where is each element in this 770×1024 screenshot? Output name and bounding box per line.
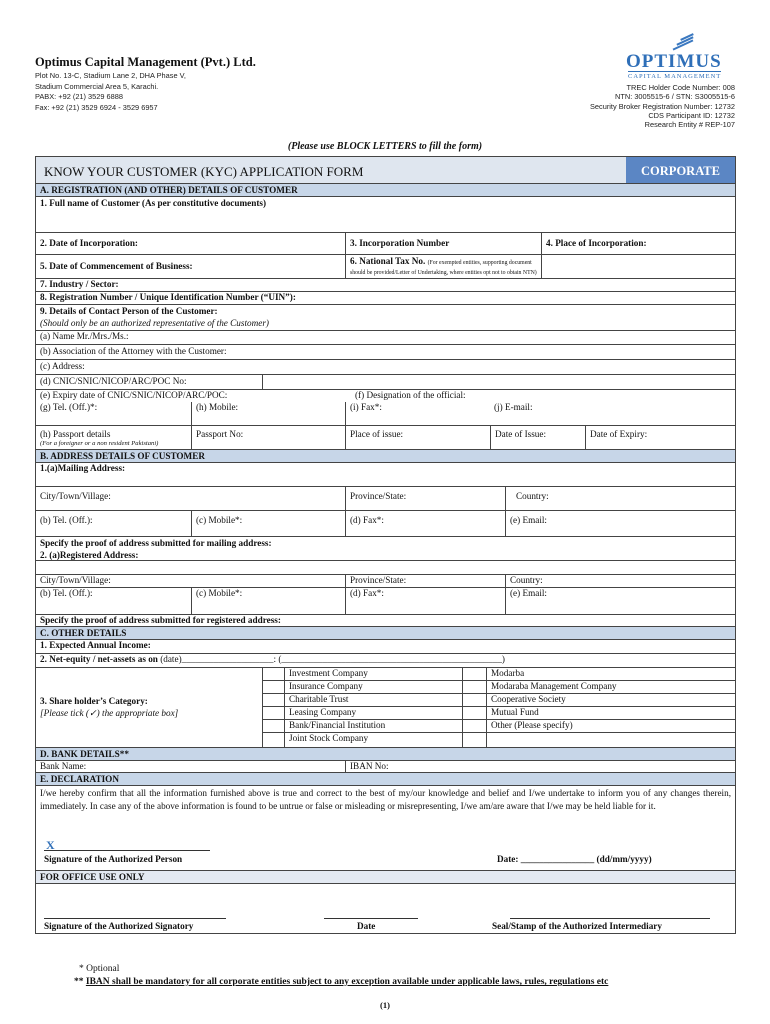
net-equity-label: 2. Net-equity / net-assets as on <box>40 654 158 664</box>
expiry-row <box>35 390 736 402</box>
contact-person-header <box>36 305 735 330</box>
reg-tel[interactable]: (b) Tel. (Off.): <box>40 588 93 598</box>
reg-spacer[interactable] <box>35 561 736 575</box>
reg-line: TREC Holder Code Number: 008 <box>626 83 735 92</box>
category-option: Mutual Fund <box>487 707 735 720</box>
checkbox[interactable] <box>463 707 486 720</box>
signature-line[interactable] <box>44 850 210 851</box>
optimus-logo <box>620 30 740 80</box>
passport-no[interactable]: Passport No: <box>191 426 345 449</box>
seal-line[interactable] <box>510 918 710 919</box>
net-equity-field <box>36 654 735 667</box>
association-label: (b) Association of the Attorney with the Customer: <box>40 346 227 356</box>
place-of-issue[interactable]: Place of issue: <box>345 426 490 449</box>
iban-note-star: ** <box>74 977 84 987</box>
declaration-date[interactable]: Date: ________________ (dd/mm/yyyy) <box>497 854 652 864</box>
block-letters-note: (Please use BLOCK LETTERS to fill the form) <box>287 141 483 152</box>
section-d-header: D. BANK DETAILS** <box>35 748 736 761</box>
contact-person-row <box>35 305 736 331</box>
seal-stamp: Seal/Stamp of the Authorized Intermediary <box>492 921 662 931</box>
form-title-bar <box>35 156 736 184</box>
reg-line: NTN: 3005515-6 / STN: S3005515-6 <box>615 92 735 102</box>
uin-label: 8. Registration Number / Unique Identification Number (“UIN”): <box>40 292 296 302</box>
reg-email[interactable]: (e) Email: <box>505 588 735 614</box>
logo-subtext: CAPITAL MANAGEMENT <box>628 73 722 80</box>
declaration-row <box>35 786 736 871</box>
ntn-blank[interactable] <box>541 255 735 278</box>
shareholder-category-note: [Please tick (✓) the appropriate box] <box>40 708 179 718</box>
reg-line: Research Entity # REP-107 <box>644 120 735 130</box>
category-checkboxes-left <box>262 668 284 747</box>
reg-contact-row <box>35 588 736 615</box>
mail-email[interactable]: (e) Email: <box>505 511 735 536</box>
place-of-incorporation[interactable]: 4. Place of Incorporation: <box>541 233 735 254</box>
category-list-right <box>486 668 735 747</box>
category-option: Modarba <box>487 668 735 681</box>
checkbox[interactable] <box>463 720 486 733</box>
address-label: (c) Address: <box>40 361 85 371</box>
checkbox[interactable] <box>263 681 284 694</box>
office-use-header: FOR OFFICE USE ONLY <box>35 871 736 884</box>
checkbox[interactable] <box>263 720 284 733</box>
section-a-header: A. REGISTRATION (AND OTHER) DETAILS OF CUSTOMER <box>35 184 736 197</box>
reg-mobile[interactable]: (c) Mobile*: <box>191 588 345 614</box>
cnic-label[interactable]: (d) CNIC/SNIC/NICOP/ARC/POC No: <box>40 376 187 386</box>
passport-label: (h) Passport details <box>40 429 111 439</box>
mail-contact-row <box>35 511 736 537</box>
uin-row[interactable] <box>35 292 736 305</box>
association-row[interactable] <box>35 345 736 360</box>
ntn-note: (For exempted entities, supporting document should be provided/Letter of Undertaking, where entities opt not to obtain NTN) <box>350 260 537 277</box>
mailing-address-row[interactable] <box>35 463 736 487</box>
shareholder-category <box>36 668 262 747</box>
net-equity-row[interactable] <box>35 654 736 668</box>
reg-line: Security Broker Registration Number: 12732 <box>589 101 735 111</box>
category-option: Insurance Company <box>285 681 462 694</box>
form-title: KNOW YOUR CUSTOMER (KYC) APPLICATION FORM <box>44 164 364 179</box>
shareholder-category-label: 3. Share holder’s Category: <box>40 696 148 706</box>
mail-tel[interactable]: (b) Tel. (Off.): <box>40 515 93 525</box>
mail-city-row <box>35 487 736 511</box>
contact-person-label: 9. Details of Contact Person of the Customer: <box>40 306 218 316</box>
email[interactable]: (j) E-mail: <box>494 402 533 412</box>
contact-person-note: (Should only be an authorized representative of the Customer) <box>40 318 269 328</box>
checkbox[interactable] <box>463 681 486 694</box>
checkbox[interactable] <box>263 694 284 707</box>
industry-row[interactable] <box>35 279 736 292</box>
mail-country[interactable]: Country: <box>505 487 735 510</box>
tel-off[interactable]: (g) Tel. (Off.)*: <box>40 402 98 412</box>
mail-proof-label: Specify the proof of address submitted for mailing address: <box>40 538 272 548</box>
shareholder-category-row <box>35 668 736 748</box>
category-option: Modaraba Management Company <box>487 681 735 694</box>
cnic-blank[interactable] <box>262 375 735 389</box>
tel-row <box>35 402 736 426</box>
annual-income-row[interactable] <box>35 640 736 654</box>
address-row[interactable] <box>35 360 736 375</box>
category-option: Leasing Company <box>285 707 462 720</box>
category-option: Investment Company <box>285 668 462 681</box>
iban-note-text: IBAN shall be mandatory for all corporate entities subject to any exception available under applicable laws, rules, regulations etc <box>85 977 609 987</box>
passport-details <box>36 426 191 449</box>
passport-note: (For a foreigner or a non resident Pakistani) <box>40 440 159 447</box>
commencement-row <box>35 255 736 279</box>
checkbox[interactable] <box>463 668 486 681</box>
form-type-badge: CORPORATE <box>626 157 735 183</box>
cnic-expiry[interactable]: (e) Expiry date of CNIC/SNIC/NICOP/ARC/POC: <box>40 390 228 400</box>
reg-line: CDS Participant ID: 12732 <box>648 110 735 120</box>
address-line: Stadium Commercial Area 5, Karachi. <box>35 81 159 91</box>
national-tax-no[interactable] <box>345 255 541 278</box>
office-use-row <box>35 884 736 934</box>
signature-x-mark: X <box>46 838 55 852</box>
fax[interactable]: (i) Fax*: <box>345 402 490 425</box>
reg-proof-label: Specify the proof of address submitted for registered address: <box>40 615 281 625</box>
checkbox[interactable] <box>463 694 486 707</box>
signature-authorized-signatory: Signature of the Authorized Signatory <box>44 921 194 931</box>
company-address <box>35 71 186 113</box>
company-name: Optimus Capital Management (Pvt.) Ltd. <box>35 55 256 69</box>
registration-info <box>590 83 735 129</box>
reg-city-row <box>35 575 736 588</box>
signatory-line[interactable] <box>44 918 226 919</box>
date-of-issue[interactable]: Date of Issue: <box>490 426 585 449</box>
category-option: Joint Stock Company <box>289 733 369 743</box>
category-option: Charitable Trust <box>285 694 462 707</box>
incorporation-row <box>35 233 736 255</box>
cnic-row <box>35 375 736 390</box>
signature-authorized-person: Signature of the Authorized Person <box>44 854 183 864</box>
mobile[interactable]: (h) Mobile: <box>191 402 345 425</box>
name-label: (a) Name Mr./Mrs./Ms.: <box>40 331 129 341</box>
mail-proof-block <box>36 537 735 560</box>
date-of-commencement[interactable]: 5. Date of Commencement of Business: <box>40 261 193 271</box>
office-date: Date <box>357 921 376 931</box>
date-line[interactable] <box>324 918 418 919</box>
net-equity-date: (date)____________________: (________________________________________________) <box>160 654 505 664</box>
optional-note: * Optional <box>79 964 120 974</box>
section-c-header: C. OTHER DETAILS <box>35 627 736 640</box>
iban-no[interactable]: IBAN No: <box>345 761 735 772</box>
logo-text: OPTIMUS <box>626 51 722 72</box>
address-line: PABX: +92 (21) 3529 6888 <box>35 92 123 101</box>
industry-label: 7. Industry / Sector: <box>40 279 119 289</box>
category-option: Cooperative Society <box>487 694 735 707</box>
mail-proof-row[interactable] <box>35 537 736 561</box>
incorporation-number[interactable]: 3. Incorporation Number <box>345 233 541 254</box>
checkbox[interactable] <box>263 707 284 720</box>
reg-city[interactable]: City/Town/Village: <box>40 575 111 585</box>
mail-province[interactable]: Province/State: <box>345 487 505 510</box>
checkbox[interactable] <box>263 668 284 681</box>
reg-country[interactable]: Country: <box>505 575 735 587</box>
passport-row <box>35 426 736 450</box>
kyc-form <box>35 156 736 934</box>
checkbox[interactable] <box>263 733 284 746</box>
mail-mobile[interactable]: (c) Mobile*: <box>191 511 345 536</box>
date-of-incorporation[interactable]: 2. Date of Incorporation: <box>40 238 138 248</box>
iban-note <box>74 977 608 987</box>
address-line: Plot No. 13-C, Stadium Lane 2, DHA Phase V, <box>35 71 186 80</box>
mail-city[interactable]: City/Town/Village: <box>40 491 111 501</box>
bank-name[interactable]: Bank Name: <box>40 761 87 771</box>
full-name-label: 1. Full name of Customer (As per constitutive documents) <box>40 198 267 208</box>
date-of-expiry[interactable]: Date of Expiry: <box>585 426 735 449</box>
section-e-header: E. DECLARATION <box>35 773 736 786</box>
category-option: Other (Please specify) <box>487 720 735 733</box>
annual-income-label: 1. Expected Annual Income: <box>40 640 151 650</box>
reg-proof-row[interactable] <box>35 615 736 627</box>
full-name-row[interactable] <box>35 197 736 233</box>
mailing-address-label: 1.(a)Mailing Address: <box>40 463 126 473</box>
registered-address-label: 2. (a)Registered Address: <box>40 550 139 560</box>
reg-province[interactable]: Province/State: <box>345 575 505 587</box>
reg-fax[interactable]: (d) Fax*: <box>345 588 505 614</box>
designation[interactable]: (f) Designation of the official: <box>355 390 466 400</box>
category-option: Bank/Financial Institution <box>285 720 462 733</box>
name-row[interactable] <box>35 331 736 345</box>
page-number: (1) <box>380 1000 390 1010</box>
declaration-text: I/we hereby confirm that all the information furnished above is true and correct to the best of my/our knowledge and belief and I/we undertake to inform you of any changes therein, immediately. In case any of the above information is found to be untrue or false or misleading or misrepresenting, I/we am/are aware that I/we may be held liable for it. <box>40 788 731 811</box>
address-line: Fax: +92 (21) 3529 6924 - 3529 6957 <box>35 102 158 112</box>
category-list-left <box>284 668 462 747</box>
ntn-label: 6. National Tax No. <box>350 256 426 266</box>
category-checkboxes-right <box>462 668 486 747</box>
mail-fax[interactable]: (d) Fax*: <box>345 511 505 536</box>
section-b-header: B. ADDRESS DETAILS OF CUSTOMER <box>35 450 736 463</box>
bank-row <box>35 761 736 773</box>
